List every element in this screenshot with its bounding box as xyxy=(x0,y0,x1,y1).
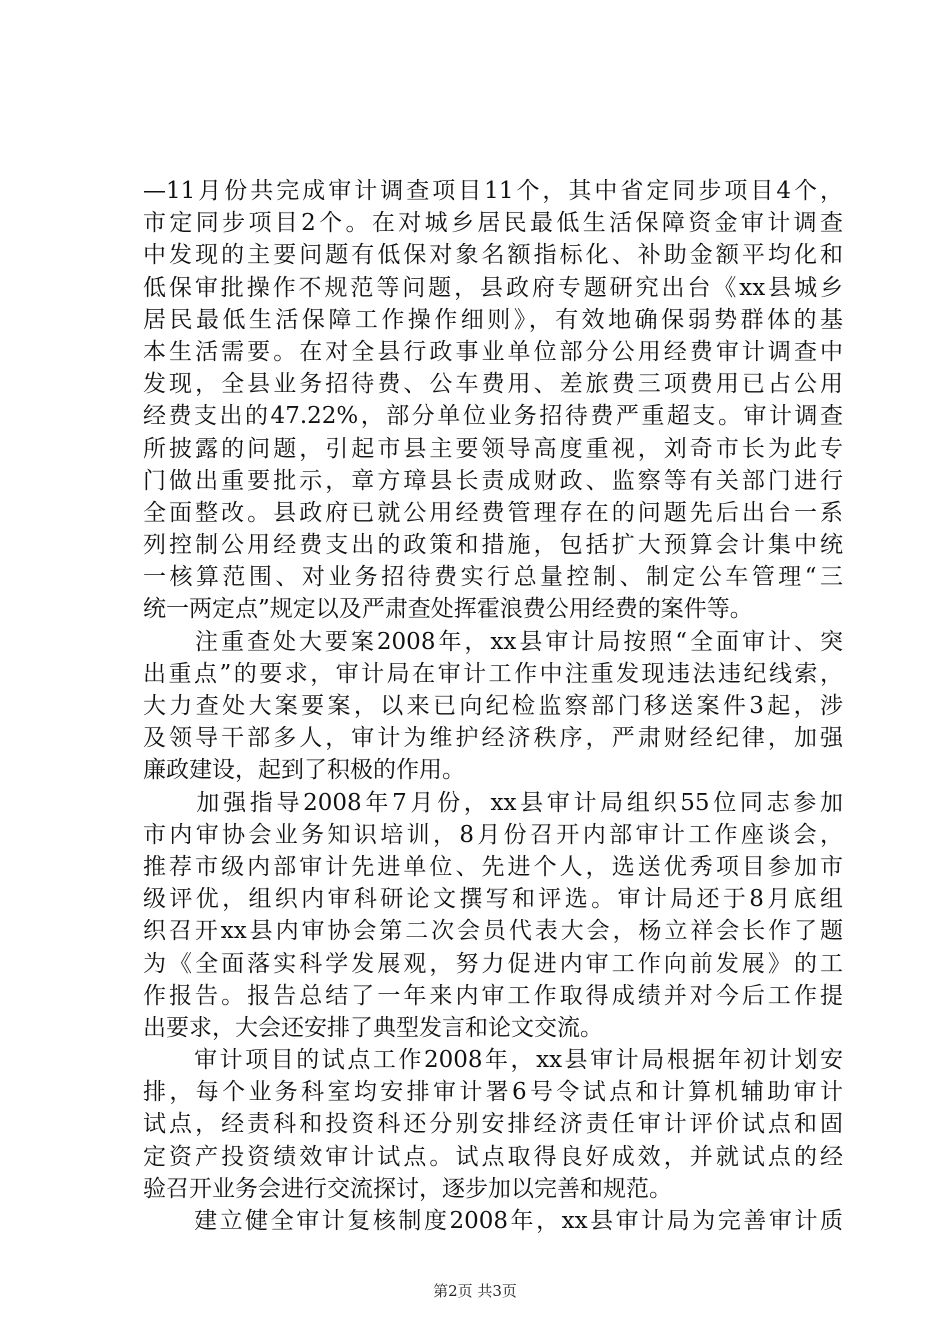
text-line: 审计项目的试点工作2008年，xx县审计局根据年初计划安 xyxy=(143,1047,843,1074)
text-line: 经费支出的47.22%，部分单位业务招待费严重超支。审计调查 xyxy=(143,403,843,430)
text-line: 大力查处大案要案，以来已向纪检监察部门移送案件3起，涉 xyxy=(143,693,843,719)
text-line: —11月份共完成审计调查项目11个，其中省定同步项目4个， xyxy=(143,178,843,204)
text-line: 居民最低生活保障工作操作细则》，有效地确保弱势群体的基 xyxy=(143,306,843,333)
text-line: 门做出重要批示，章方璋县长责成财政、监察等有关部门进行 xyxy=(143,467,843,494)
text-line: 市定同步项目2个。在对城乡居民最低生活保障资金审计调查 xyxy=(143,210,843,237)
text-line: 级评优，组织内审科研论文撰写和评选。审计局还于8月底组 xyxy=(143,886,843,913)
text-line: 中发现的主要问题有低保对象名额指标化、补助金额平均化和 xyxy=(143,242,843,269)
text-line: 所披露的问题，引起市县主要领导高度重视，刘奇市长为此专 xyxy=(143,435,843,462)
text-line: 列控制公用经费支出的政策和措施，包括扩大预算会计集中统 xyxy=(143,532,843,559)
text-line: 定资产投资绩效审计试点。试点取得良好成效，并就试点的经 xyxy=(143,1143,843,1170)
document-body xyxy=(143,175,843,1237)
text-line: 推荐市级内部审计先进单位、先进个人，选送优秀项目参加市 xyxy=(143,853,843,880)
page-footer: 第2页 共3页 xyxy=(433,1282,517,1300)
text-line: 廉政建设，起到了积极的作用。 xyxy=(143,757,465,784)
text-line: 出要求，大会还安排了典型发言和论文交流。 xyxy=(143,1014,603,1041)
text-line: 出重点”的要求，审计局在审计工作中注重发现违法违纪线索， xyxy=(143,660,843,687)
text-line: 一核算范围、对业务招待费实行总量控制、制定公车管理“三 xyxy=(143,564,843,591)
text-line: 为《全面落实科学发展观，努力促进内审工作向前发展》的工 xyxy=(143,950,843,977)
text-line: 建立健全审计复核制度2008年，xx县审计局为完善审计质 xyxy=(143,1208,843,1234)
text-line: 统一两定点”规定以及严肃查处挥霍浪费公用经费的案件等。 xyxy=(143,596,753,623)
text-line: 及领导干部多人，审计为维护经济秩序，严肃财经纪律，加强 xyxy=(143,725,843,752)
text-line: 加强指导2008年7月份，xx县审计局组织55位同志参加 xyxy=(143,789,843,816)
text-line: 市内审协会业务知识培训，8月份召开内部审计工作座谈会， xyxy=(143,821,843,848)
text-line: 发现，全县业务招待费、公车费用、差旅费三项费用已占公用 xyxy=(143,371,843,398)
text-line: 作报告。报告总结了一年来内审工作取得成绩并对今后工作提 xyxy=(143,982,843,1009)
text-line: 全面整改。县政府已就公用经费管理存在的问题先后出台一系 xyxy=(143,499,843,526)
text-line: 排，每个业务科室均安排审计署6号令试点和计算机辅助审计 xyxy=(143,1079,843,1106)
text-line: 织召开xx县内审协会第二次会员代表大会，杨立祥会长作了题 xyxy=(143,918,843,945)
text-line: 本生活需要。在对全县行政事业单位部分公用经费审计调查中 xyxy=(143,338,843,365)
text-line: 试点，经责科和投资科还分别安排经济责任审计评价试点和固 xyxy=(143,1111,843,1138)
text-line: 低保审批操作不规范等问题，县政府专题研究出台《xx县城乡 xyxy=(143,274,843,301)
text-line: 注重查处大要案2008年，xx县审计局按照“全面审计、突 xyxy=(143,628,843,655)
text-line: 验召开业务会进行交流探讨，逐步加以完善和规范。 xyxy=(143,1175,672,1202)
